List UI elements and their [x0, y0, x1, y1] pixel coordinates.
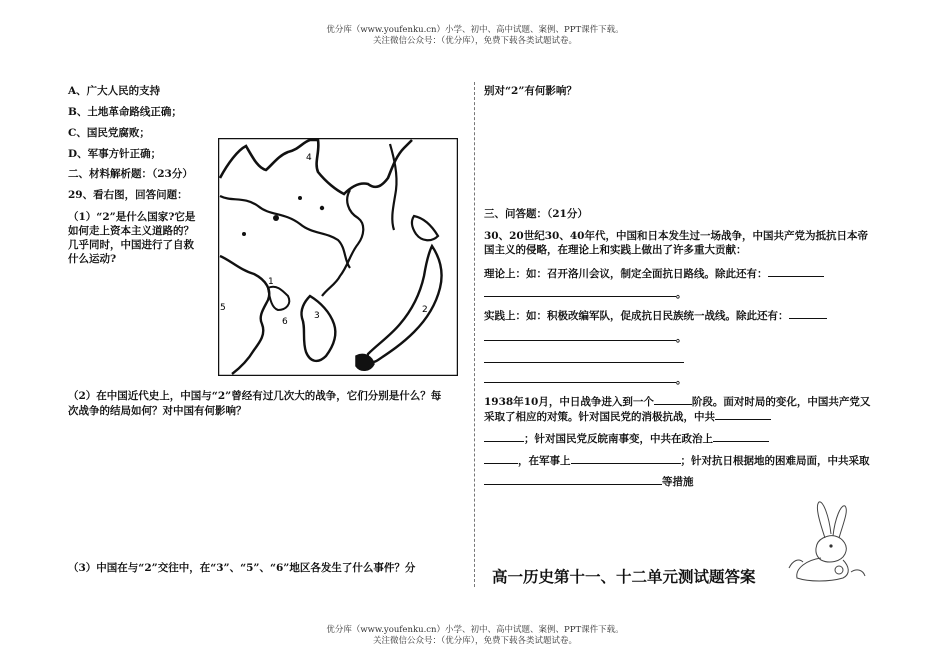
- map-island-dot: [242, 232, 246, 236]
- question-29-3-continuation: 别对“2”有何影响？: [484, 85, 577, 97]
- section-three-title: 三、问答题：（21分）: [484, 208, 588, 220]
- question-29-1-line-1: （1）“2”是什么国家?它是: [68, 211, 196, 223]
- military-text-1: ，在军事上: [518, 455, 571, 467]
- answer-blank[interactable]: [789, 308, 827, 319]
- military-text-2: ；针对抗日根据地的困难局面，中共采取: [680, 455, 870, 467]
- footer-line-1: 优分库（www.youfenku.cn）小学、初中、高中试题、案例、PPT课件下载。: [326, 625, 624, 635]
- answer-title: 高一历史第十一、十二单元测试题答案: [492, 568, 756, 586]
- rabbit-illustration: [785, 498, 870, 583]
- rabbit-body: [797, 558, 848, 581]
- option-b: B、土地革命路线正确；: [68, 106, 182, 118]
- footer-line-2: 关注微信公众号：（优分库），免费下载各类试题试卷。: [372, 636, 577, 646]
- period-dot: 。: [676, 374, 687, 386]
- answer-blank[interactable]: [484, 453, 518, 464]
- question-29-title: 29、看右图，回答问题：: [68, 189, 188, 201]
- question-29-1-line-4: 什么运动?: [68, 253, 117, 265]
- period-text-1: 1938年10月，中日战争进入到一个: [484, 396, 654, 408]
- question-30-line-1: 30、20世纪30、40年代，中国和日本发生过一场战争，中国共产党为抵抗日本帝: [484, 230, 868, 242]
- page-header: [0, 25, 950, 47]
- measures-text: 等措施: [662, 476, 694, 488]
- practice-line: [484, 308, 827, 323]
- period-dot: 。: [676, 332, 687, 344]
- wannan-line: [484, 431, 769, 446]
- page-footer: [0, 625, 950, 647]
- answer-blank[interactable]: [484, 352, 684, 363]
- answer-blank[interactable]: [484, 372, 676, 383]
- question-29-3: （3）中国在与“2”交往中，在“3”、“5”、“6”地区各发生了什么事件？分: [68, 562, 416, 574]
- question-29-2-line-2: 次战争的结局如何？对中国有何影响？: [68, 405, 247, 417]
- answer-blank[interactable]: [768, 266, 824, 277]
- answer-blank[interactable]: [715, 409, 771, 420]
- practice-text: 实践上：如：积极改编军队，促成抗日民族统一战线。除此还有：: [484, 310, 789, 322]
- measures-line: [484, 474, 694, 489]
- map-label-3: 3: [314, 311, 320, 321]
- rabbit-flower: [835, 566, 843, 574]
- practice-blank-line-3: [484, 372, 687, 387]
- question-29-2-line-1: （2）在中国近代史上，中国与“2”曾经有过几次大的战争，它们分别是什么？每: [68, 390, 442, 402]
- answer-blank[interactable]: [484, 330, 676, 341]
- map-island-dot: [320, 206, 324, 210]
- map-label-6: 6: [282, 317, 288, 327]
- answer-blank[interactable]: [713, 431, 769, 442]
- theory-line: [484, 266, 824, 281]
- rabbit-grass: [851, 570, 865, 576]
- question-29-1-line-3: 几乎同时，中国进行了自救: [68, 239, 194, 251]
- practice-blank-line-2: [484, 352, 684, 367]
- theory-text: 理论上：如：召开洛川会议，制定全面抗日路线。除此还有：: [484, 268, 768, 280]
- period-line: [484, 394, 870, 409]
- east-asia-map: [218, 138, 458, 376]
- answer-blank[interactable]: [484, 286, 676, 297]
- rabbit-ear-left: [817, 502, 831, 538]
- header-line-1: 优分库（www.youfenku.cn）小学、初中、高中试题、案例、PPT课件下载。: [326, 25, 624, 35]
- question-30-line-2: 国主义的侵略，在理论上和实践上做出了许多重大贡献：: [484, 244, 747, 256]
- column-divider: [474, 82, 476, 587]
- rabbit-eye: [829, 544, 832, 547]
- map-island-dot: [298, 196, 302, 200]
- map-label-2: 2: [422, 305, 428, 315]
- rabbit-ear-right: [833, 506, 846, 538]
- section-two-title: 二、材料解析题：（23分）: [68, 168, 193, 180]
- answer-blank[interactable]: [484, 431, 524, 442]
- option-d: D、军事方针正确；: [68, 148, 162, 160]
- map-frame: [219, 139, 458, 376]
- answer-blank[interactable]: [571, 453, 681, 464]
- wannan-text: ；针对国民党反皖南事变，中共在政治上: [524, 433, 713, 445]
- theory-blank-line: [484, 286, 687, 301]
- policy-line: [484, 409, 771, 424]
- map-label-5: 5: [220, 303, 226, 313]
- option-c: C、国民党腐败；: [68, 127, 150, 139]
- period-text-2: 阶段。面对时局的变化，中国共产党又: [691, 396, 871, 408]
- map-label-4: 4: [306, 153, 312, 163]
- period-dot: 。: [676, 288, 687, 300]
- military-line: [484, 453, 870, 468]
- map-island-dot: [273, 215, 279, 221]
- header-line-2: 关注微信公众号：（优分库），免费下载各类试题试卷。: [372, 36, 577, 46]
- policy-text: 采取了相应的对策。针对国民党的消极抗战，中共: [484, 411, 715, 423]
- practice-blank-line-1: [484, 330, 687, 345]
- answer-blank[interactable]: [654, 394, 692, 405]
- question-29-1-line-2: 如何走上资本主义道路的？: [68, 225, 194, 237]
- map-label-1: 1: [268, 277, 274, 287]
- answer-blank[interactable]: [484, 474, 662, 485]
- option-a: A、广大人民的支持: [68, 85, 161, 97]
